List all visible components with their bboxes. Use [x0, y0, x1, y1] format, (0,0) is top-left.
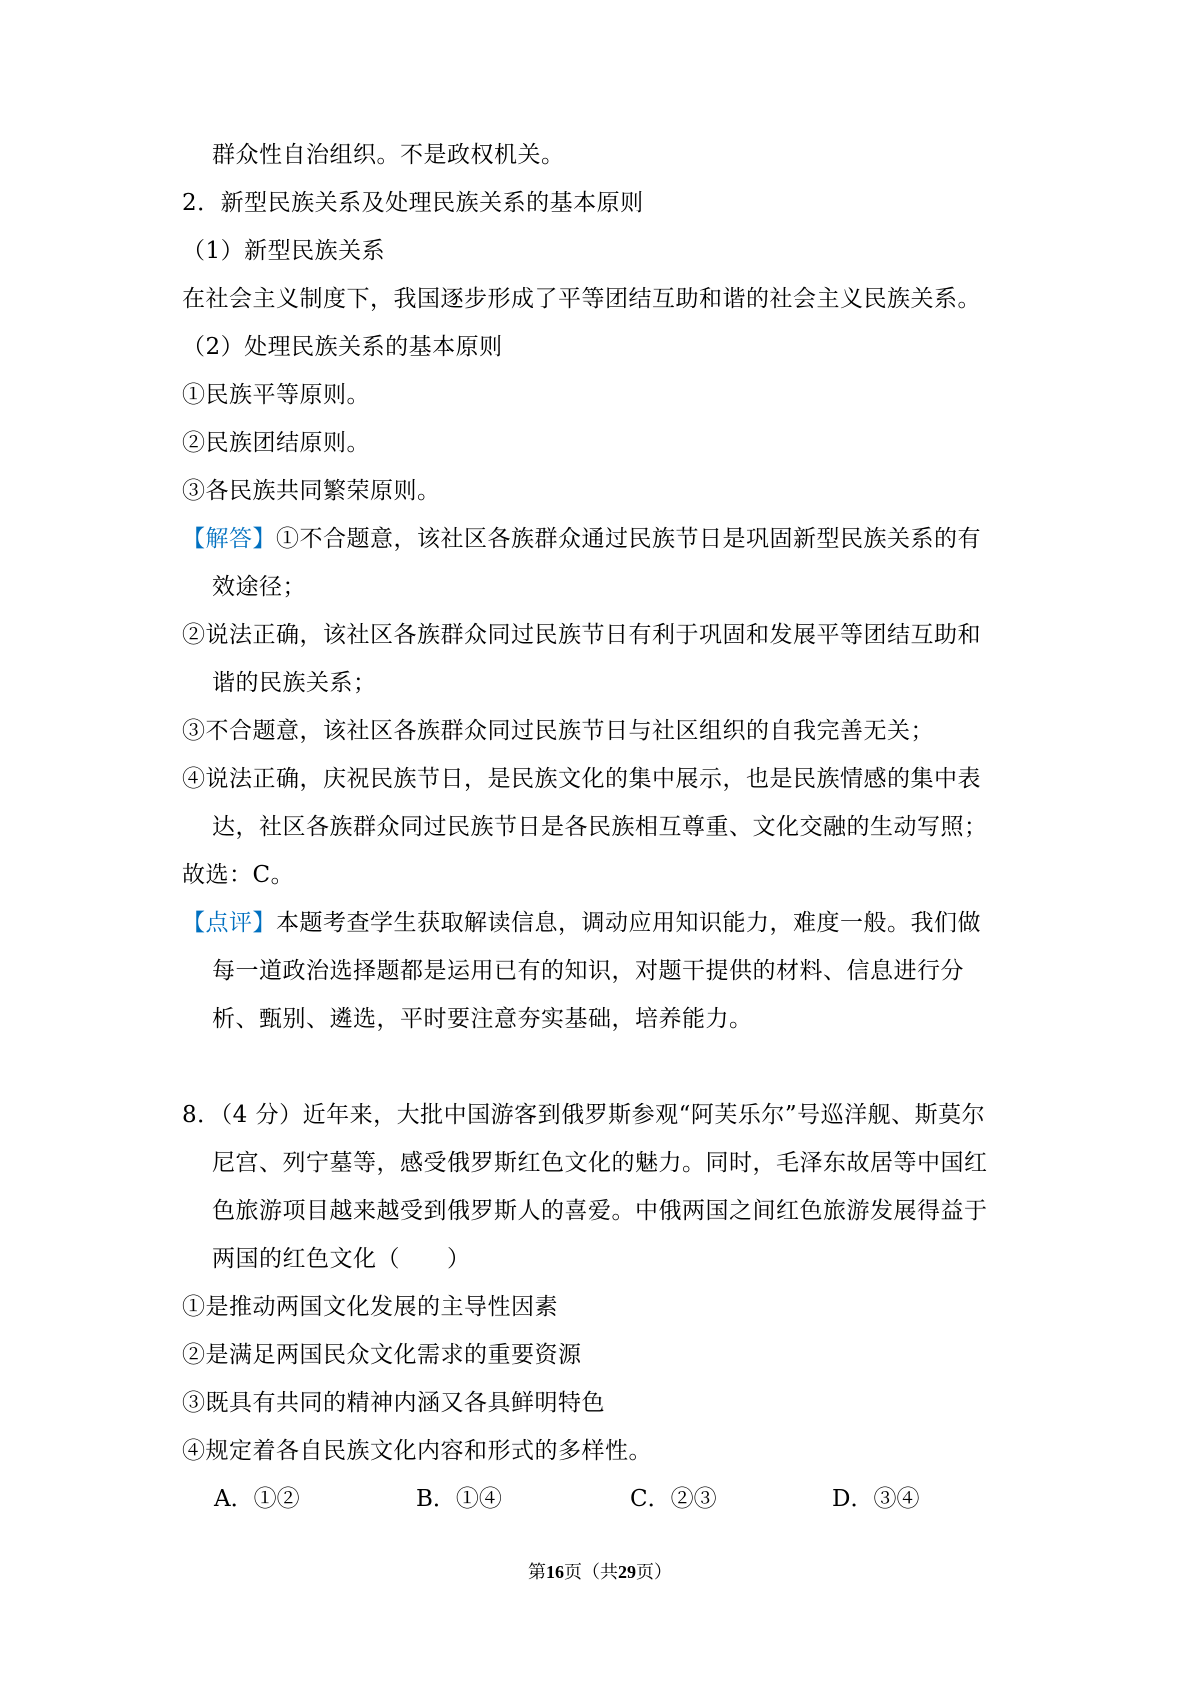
footer-suffix: 页）	[636, 1562, 672, 1583]
option-b: B．①④	[416, 1486, 502, 1512]
statement-item: ②是满足两国民众文化需求的重要资源	[182, 1342, 582, 1368]
answer-line: ③不合题意，该社区各族群众同过民族节日与社区组织的自我完善无关；	[182, 718, 934, 744]
footer-total-pages: 29	[618, 1562, 636, 1582]
subsection-heading: （1）新型民族关系	[182, 238, 386, 264]
footer-prefix: 第	[528, 1562, 546, 1583]
option-d: D．③④	[832, 1486, 920, 1512]
question-stem: 色旅游项目越来越受到俄罗斯人的喜爱。中俄两国之间红色旅游发展得益于	[212, 1198, 988, 1224]
principle-item: ③各民族共同繁荣原则。	[182, 478, 441, 504]
comment-line: 每一道政治选择题都是运用已有的知识，对题干提供的材料、信息进行分	[212, 958, 964, 984]
footer-middle: 页（共	[564, 1562, 618, 1583]
answer-text: ①不合题意，该社区各族群众通过民族节日是巩固新型民族关系的有	[276, 526, 981, 552]
answer-choice: 故选：C。	[182, 862, 295, 888]
answer-line: 谐的民族关系；	[212, 670, 377, 696]
answer-tag: 【解答】	[182, 526, 276, 552]
statement-item: ①是推动两国文化发展的主导性因素	[182, 1294, 558, 1320]
footer-page-number: 16	[546, 1562, 564, 1582]
option-a: A．①②	[214, 1486, 300, 1512]
subsection-heading: （2）处理民族关系的基本原则	[182, 334, 503, 360]
statement-item: ④规定着各自民族文化内容和形式的多样性。	[182, 1438, 652, 1464]
answer-line: 达，社区各族群众同过民族节日是各民族相互尊重、文化交融的生动写照；	[212, 814, 988, 840]
comment-tag: 【点评】	[182, 910, 276, 936]
answer-line: ②说法正确，该社区各族群众同过民族节日有利于巩固和发展平等团结互助和	[182, 622, 981, 648]
question-stem: 两国的红色文化（ ）	[212, 1246, 471, 1272]
answer-line	[182, 524, 981, 554]
comment-line: 析、甄别、遴选，平时要注意夯实基础，培养能力。	[212, 1006, 753, 1032]
statement-item: ③既具有共同的精神内涵又各具鲜明特色	[182, 1390, 605, 1416]
text-line: 在社会主义制度下，我国逐步形成了平等团结互助和谐的社会主义民族关系。	[182, 286, 981, 312]
answer-line: 效途径；	[212, 574, 306, 600]
section-heading: 2．新型民族关系及处理民族关系的基本原则	[182, 190, 644, 216]
principle-item: ②民族团结原则。	[182, 430, 370, 456]
question-stem: 尼宫、列宁墓等，感受俄罗斯红色文化的魅力。同时，毛泽东故居等中国红	[212, 1150, 988, 1176]
option-c: C．②③	[630, 1486, 717, 1512]
comment-line	[182, 908, 981, 938]
text-line: 群众性自治组织。不是政权机关。	[212, 142, 565, 168]
page-footer	[0, 1560, 1200, 1585]
principle-item: ①民族平等原则。	[182, 382, 370, 408]
comment-text: 本题考查学生获取解读信息，调动应用知识能力，难度一般。我们做	[276, 910, 981, 936]
question-stem: 8．（4 分）近年来，大批中国游客到俄罗斯参观“阿芙乐尔”号巡洋舰、斯莫尔	[182, 1102, 986, 1128]
answer-line: ④说法正确，庆祝民族节日，是民族文化的集中展示，也是民族情感的集中表	[182, 766, 981, 792]
